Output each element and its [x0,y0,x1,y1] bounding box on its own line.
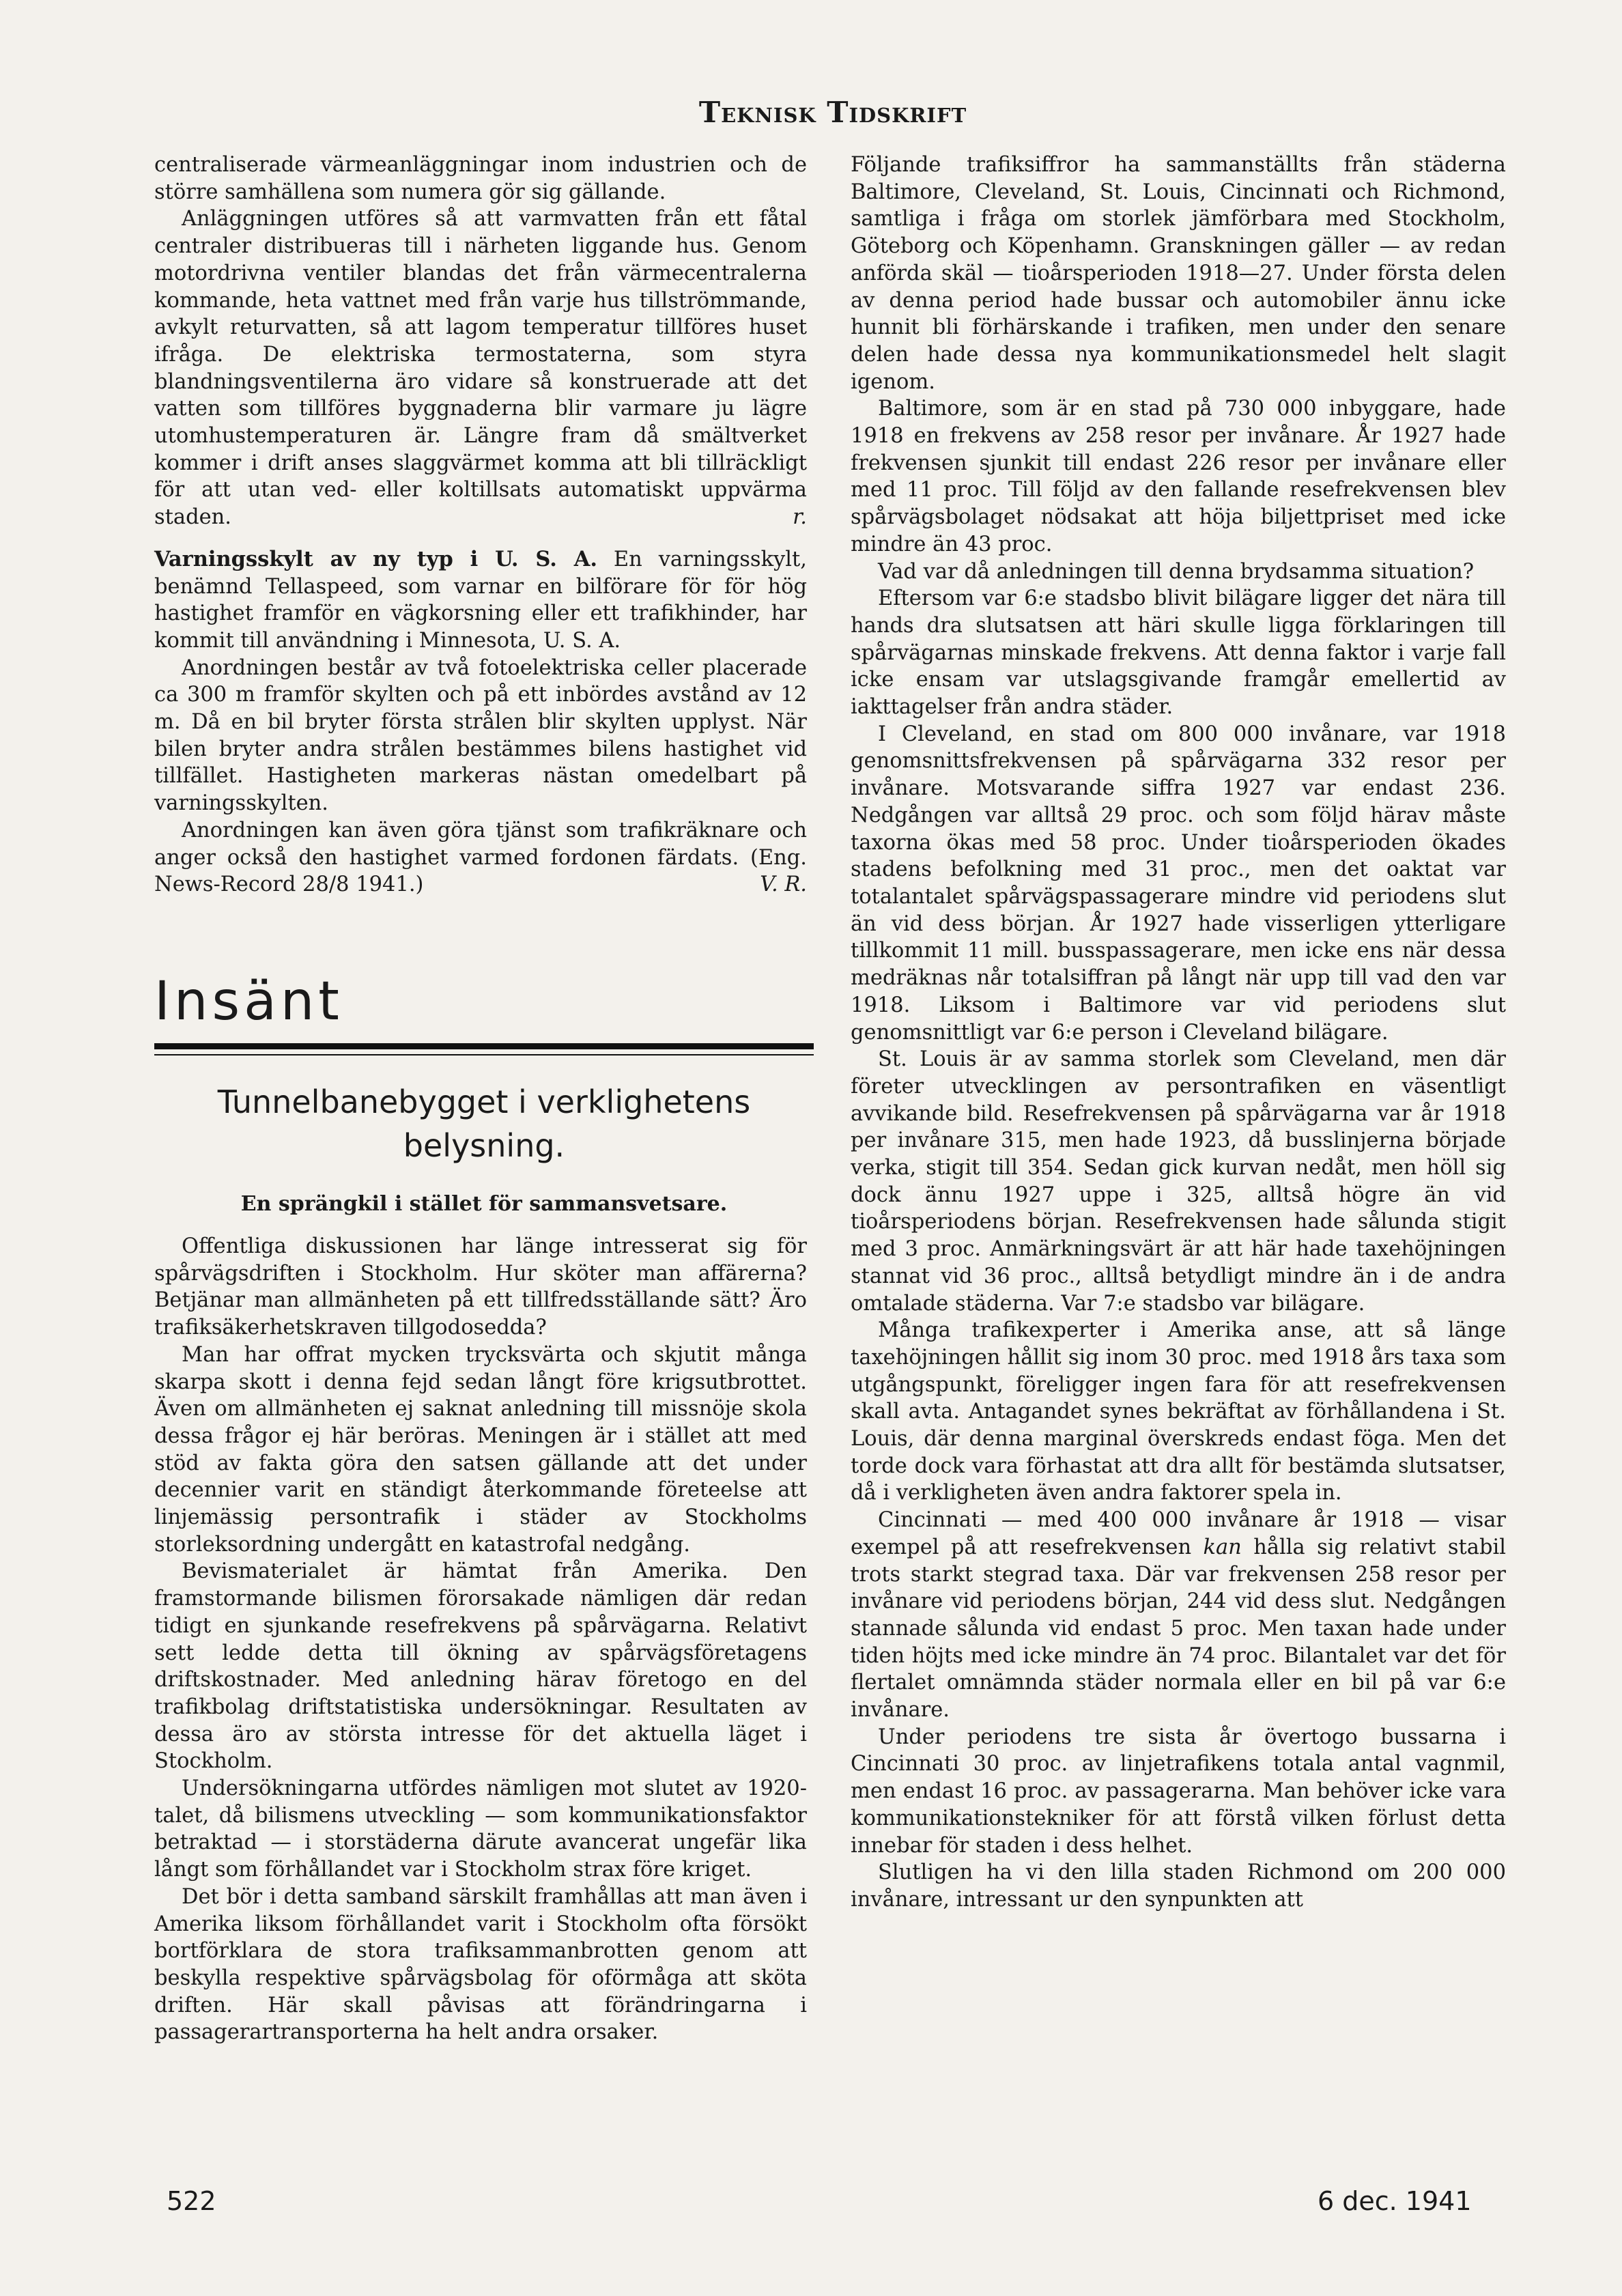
paragraph: Offentliga diskussionen har länge intresserat sig för spårvägsdriften i Stockholm. Hur sköter man affärerna? Betjänar man allmänheten på ett tillfredsställande sätt? Äro trafiksäkerhetskraven tillgodosedda? [154,1234,807,1340]
heading-rule-thick [154,1043,814,1049]
paragraph: Vad var då anledningen till denna brydsamma situation? [878,559,1475,584]
journal-masthead: Teknisk Tidskrift [698,96,967,129]
paragraph-text: Anläggningen utföres så att varmvatten från ett fåtal centraler distribueras till i närheten liggande hus. Genom motordrivna ventiler blandas det från värmecentralerna kommande, heta vattnet med från varje hus tillströmmande, avkylt returvatten, så att lagom temperatur tillföres huset ifråga. De elektriska termostaterna, som styra blandningsventilerna äro vidare så konstruerade att det vatten som tillföres byggnaderna blir varmare ju lägre utomhustemperaturen är. Längre fram då smältverket kommer i drift anses slaggvärmet komma att bli tillräckligt för att utan ved- eller koltillsats automatiskt uppvärma staden. [154,207,807,530]
spacer [154,531,807,546]
heading-rule-thin [154,1054,814,1055]
paragraph: St. Louis är av samma storlek som Cleveland, men där företer utvecklingen av persontrafiken en väsentligt avvikande bild. Resefrekvensen på spårvägarna var år 1918 per invånare 315, men hade 1923, då busslinjerna började verka, stigit till 354. Sedan gick kurvan nedåt, men höll sig dock ännu 1927 uppe i 325, alltså högre än vid tioårsperiodens början. Resefrekvensen hade sålunda stigit med 3 proc. Anmärkningsvärt är att här hade taxehöjningen stannat vid 36 proc., alltså betydligt mindre än i de andra omtalade städerna. Var 7:e stadsbo var bilägare. [851,1047,1506,1316]
paragraph: Många trafikexperter i Amerika anse, att så länge taxehöjningen hållit sig inom 30 proc. med 1918 års taxa som utgångspunkt, föreligger ingen fara för att resefrekvensen skall avta. Antagandet synes bekräftat av förhållandena i St. Louis, där denna marginal överskreds endast föga. Men det torde dock vara förhastat att dra allt för bestämda slutsatser, då i verkligheten även andra faktorer spela in. [851,1318,1506,1505]
left-column [154,152,807,898]
paragraph-text: hålla sig relativt stabil trots starkt stegrad taxa. Där var frekvensen 258 resor per invånare vid periodens början, 244 vid dess slut. Nedgången stannade sålunda vid endast 5 proc. Men taxan hade under tiden höjts med icke mindre än 74 proc. Bilantalet var det för flertalet omnämnda städer normala eller en bil på var 6:e invånare. [851,1535,1506,1723]
paragraph: Följande trafiksiffror ha sammanställts från städerna Baltimore, Cleveland, St. Louis, Cincinnati och Richmond, samtliga i fråga om storlek jämförbara med Stockholm, Göteborg och Köpenhamn. Granskningen gäller — av redan anförda skäl — tioårsperioden 1918—27. Under första delen av denna period hade bussar och automobiler ännu icke hunnit bli förhärskande i trafiken, men under den senare delen hade dessa nya kommunikationsmedel helt slagit igenom. [851,153,1506,394]
article-title-line: Tunnelbanebygget i verklighetens [217,1083,751,1120]
paragraph: Undersökningarna utfördes nämligen mot slutet av 1920-talet, då bilismens utveckling — som kommunikationsfaktor betraktad — i storstäderna därute avancerat ungefär lika långt som förhållandet var i Stockholm strax före kriget. [154,1776,807,1882]
paragraph: Under periodens tre sista år övertogo bussarna i Cincinnati 30 proc. av linjetrafikens totala antal vagnmil, men endast 16 proc. av passagerarna. Man behöver icke vara kommunikationstekniker för att förstå vilken förlust detta innebar för staden i dess helhet. [851,1725,1506,1858]
paragraph-text: Anordningen kan även göra tjänst som trafikräknare och anger också den hastighet varmed fordonen färdats. (Eng. News-Record 28/8 1941.) [154,818,807,897]
paragraph [154,205,807,530]
paragraph: Slutligen ha vi den lilla staden Richmond om 200 000 invånare, intressant ur den synpunkten att [851,1860,1506,1912]
paragraph: Bevismaterialet är hämtat från Amerika. Den framstormande bilismen förorsakade nämligen där redan tidigt en sjunkande resefrekvens på spårvägarna. Relativt sett ledde detta till ökning av spårvägsföretagens driftskostnader. Med anledning härav företogo en del trafikbolag driftstatistiska undersökningar. Resultaten av dessa äro av största intresse för det aktuella läget i Stockholm. [154,1559,807,1774]
article-body [154,1233,807,2046]
paragraph: I Cleveland, en stad om 800 000 invånare, var 1918 genomsnittsfrekvensen på spårvägarna 332 resor per invånare. Motsvarande siffra 1927 var endast 236. Nedgången var alltså 29 proc. och som följd härav måste taxorna ökas med 58 proc. Under tioårsperioden ökades stadens befolkning med 31 proc., men det oaktat var totalantalet spårvägspassagerare mindre vid periodens slut än vid dess början. År 1927 hade visserligen ytterligare tillkommit 11 mill. busspassagerare, men icke ens när dessa medräknas når totalsiffran på långt när upp till vad den var 1918. Liksom i Baltimore var vid periodens slut genomsnittligt var 6:e person i Cleveland bilägare. [851,722,1506,1045]
signature: r. [793,505,807,530]
issue-date: 6 dec. 1941 [1318,2186,1472,2216]
paragraph [154,546,807,655]
paragraph: Eftersom var 6:e stadsbo blivit bilägare ligger det nära till hands dra slutsatsen att häri skulle ligga förklaringen till spårvägarnas minskade frekvens. Att denna faktor i varje fall icke ensam var utslagsgivande framgår emellertid av iakttagelser från andra städer. [851,586,1506,720]
right-column [851,152,1506,1914]
notice-heading: Varningsskylt av ny typ i U. S. A. [154,546,597,571]
section-heading: Insänt [154,971,343,1032]
article-title-line: belysning. [403,1127,565,1164]
paragraph: Det bör i detta samband särskilt framhållas att man även i Amerika liksom förhållandet varit i Stockholm ofta försökt bortförklara de stora trafiksammanbrotten genom att beskylla respektive spårvägsbolag för oförmåga att sköta driften. Här skall påvisas att förändringarna i passagerartransporterna ha helt andra orsaker. [154,1884,807,2045]
paragraph: Man har offrat mycken trycksvärta och skjutit många skarpa skott i denna fejd sedan långt före krigsutbrottet. Även om allmänheten ej saknat anledning till missnöje skola dessa frågor ej här beröras. Meningen är i stället att med stöd av fakta göra den satsen gällande att det under decennier varit en ständigt återkommande företeelse att linjemässig persontrafik i städer av Stockholms storleksordning undergått en katastrofal nedgång. [154,1342,807,1557]
paragraph [851,1507,1506,1724]
paragraph-text: Cincinnati — med 400 000 invånare år 1918 — visar exempel på att resefrekvensen [851,1508,1506,1559]
article-subtitle: En sprängkil i stället för sammansvetsare. [240,1192,728,1216]
emphasis: kan [1203,1535,1242,1559]
page-number: 522 [167,2186,216,2216]
paragraph: Baltimore, som är en stad på 730 000 inbyggare, hade 1918 en frekvens av 258 resor per invånare. År 1927 hade frekvensen sjunkit till endast 226 resor per invånare eller med 11 proc. Till följd av den fallande resefrekvensen blev spårvägsbolaget nödsakat att höja biljettpriset med icke mindre än 43 proc. [851,397,1506,556]
paragraph: Anordningen består av två fotoelektriska celler placerade ca 300 m framför skylten och på ett inbördes avstånd av 12 m. Då en bil bryter första strålen blir skylten upplyst. När bilen bryter andra strålen bestämmes bilens hastighet vid tillfället. Hastigheten markeras nästan omedelbart på varningsskylten. [154,655,807,816]
paragraph: centraliserade värmeanläggningar inom industrien och de större samhällena som numera gör sig gällande. [154,153,807,204]
paragraph [154,817,807,898]
signature: V. R. [760,873,807,897]
article-title [154,1080,814,1167]
paragraph-text: En varningsskylt, benämnd Tellaspeed, som varnar en bilförare för för hög hastighet framför en vägkorsning eller ett trafikhinder, har kommit till användning i Minnesota, U. S. A. [154,547,807,653]
